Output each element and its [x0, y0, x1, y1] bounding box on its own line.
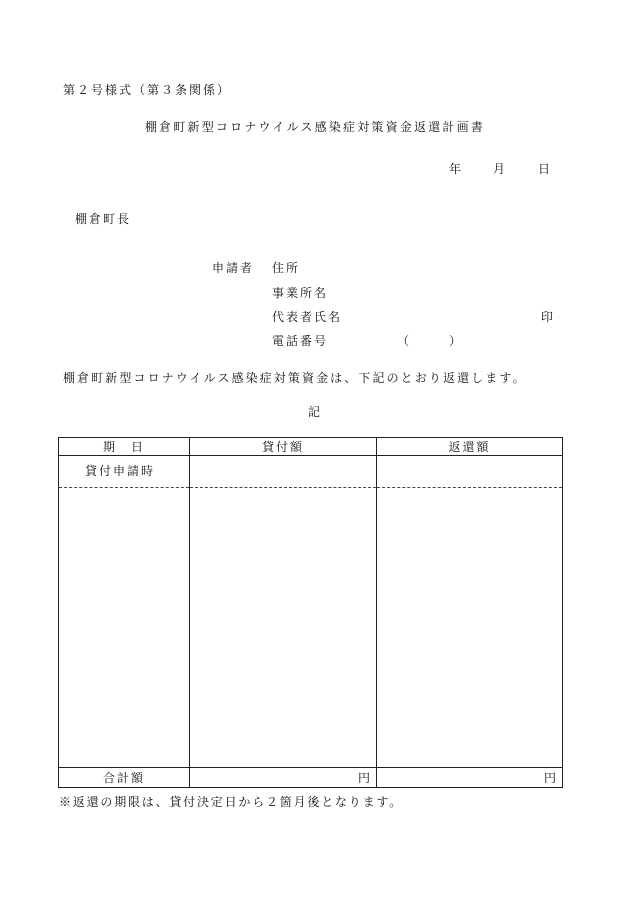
- total-repay-yen: 円: [377, 768, 563, 788]
- repayment-schedule-table: [58, 437, 563, 788]
- date-month-label: 月: [493, 162, 508, 176]
- phone-area-code-close: ）: [449, 334, 464, 348]
- addressee: 棚倉町長: [75, 212, 132, 226]
- table-row-schedule: [59, 488, 563, 768]
- table-header-row: [59, 438, 563, 456]
- footnote: ※返還の期限は、貸付決定日から２箇月後となります。: [59, 795, 404, 809]
- business-name-field-label: 事業所名: [272, 286, 329, 300]
- ki-heading: 記: [307, 405, 322, 419]
- form-number-label: 第２号様式（第３条関係）: [63, 83, 232, 97]
- representative-name-field-label: 代表者氏名: [272, 310, 343, 324]
- applicant-label: 申請者: [212, 261, 255, 275]
- schedule-date-cell[interactable]: [59, 488, 190, 768]
- date-year-label: 年: [449, 162, 464, 176]
- column-header-date: 期 日: [59, 438, 190, 456]
- seal-mark: 印: [541, 310, 556, 324]
- date-day-label: 日: [538, 162, 553, 176]
- loan-amount-cell[interactable]: [190, 456, 377, 488]
- application-time-label: 貸付申請時: [59, 456, 190, 488]
- column-header-repay-amount: 返還額: [377, 438, 563, 456]
- phone-field-label: 電話番号: [272, 334, 329, 348]
- schedule-loan-cell[interactable]: [190, 488, 377, 768]
- repayment-statement: 棚倉町新型コロナウイルス感染症対策資金は、下記のとおり返還します。: [63, 371, 527, 385]
- table-row-total: [59, 768, 563, 788]
- repay-amount-cell[interactable]: [377, 456, 563, 488]
- document-title: 棚倉町新型コロナウイルス感染症対策資金返還計画書: [144, 120, 486, 134]
- column-header-loan-amount: 貸付額: [190, 438, 377, 456]
- table-row-application: [59, 456, 563, 488]
- address-field-label: 住所: [272, 261, 301, 275]
- total-loan-yen: 円: [190, 768, 377, 788]
- phone-area-code-open: （: [397, 334, 412, 348]
- schedule-repay-cell[interactable]: [377, 488, 563, 768]
- total-label: 合計額: [59, 768, 190, 788]
